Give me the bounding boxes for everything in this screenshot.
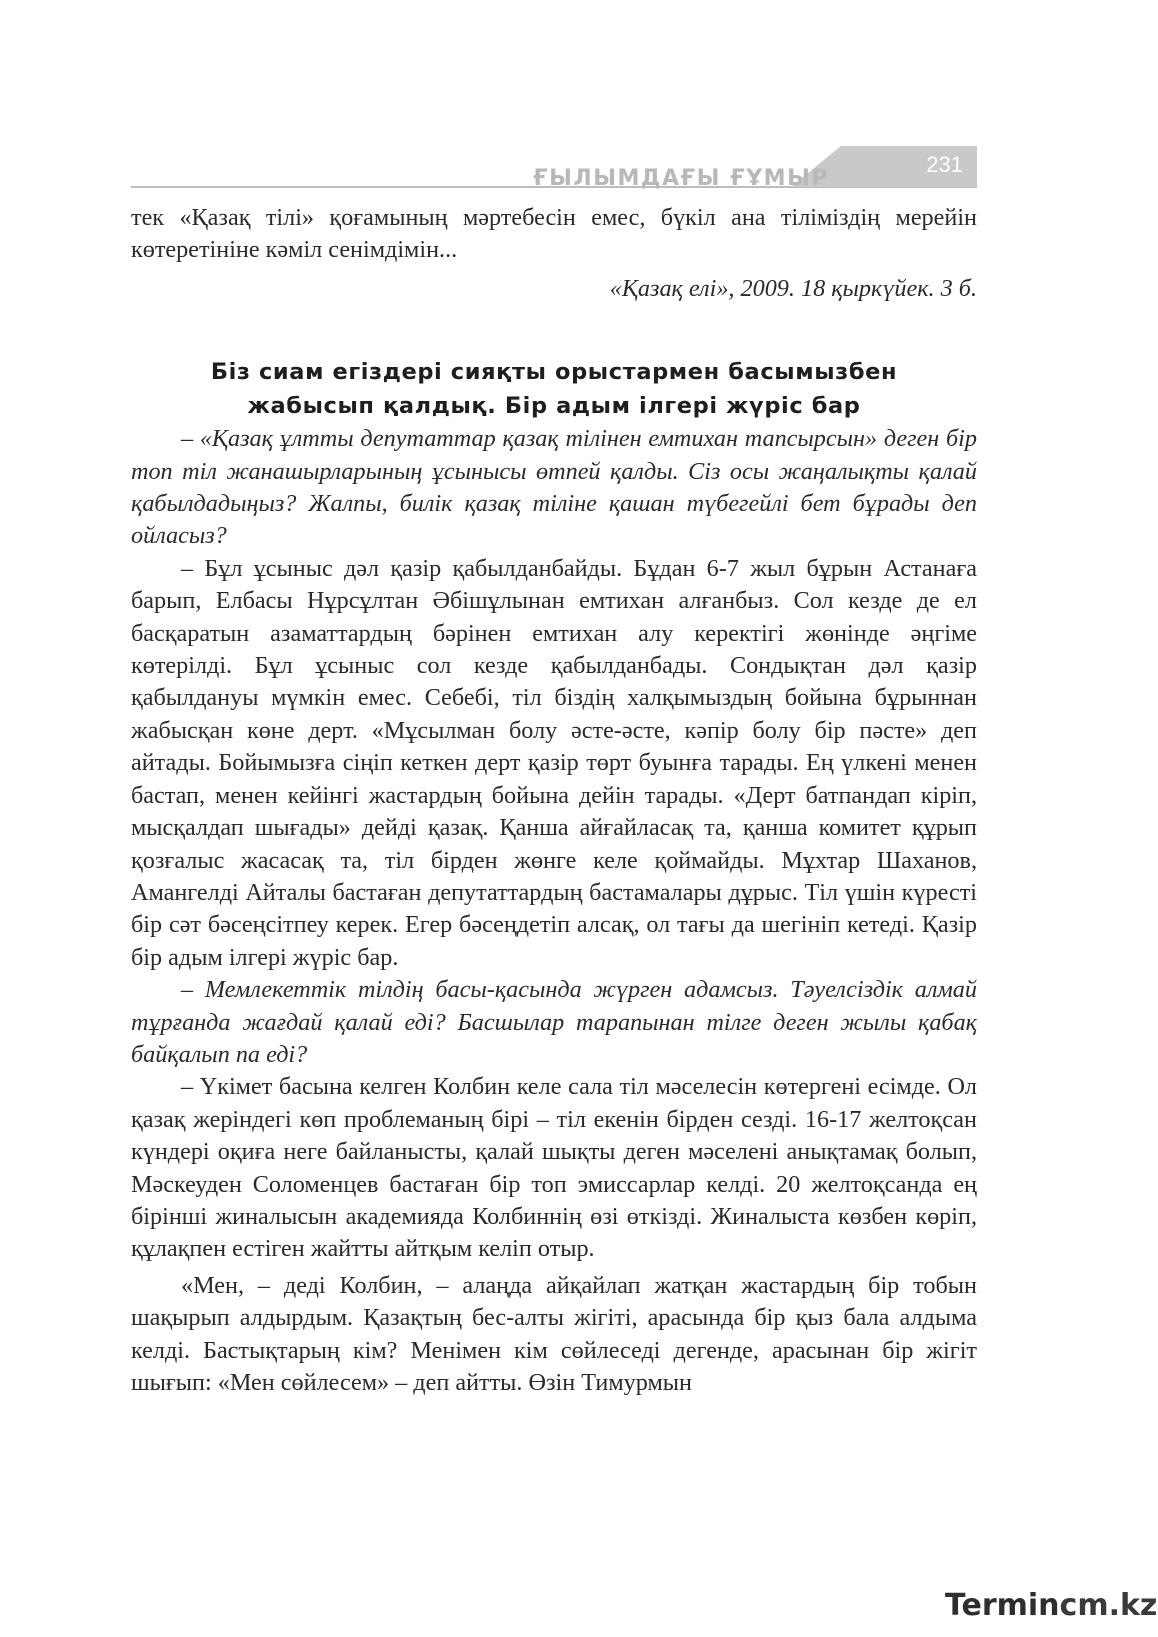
article-title-line-2: жабысып қалдық. Бір адым ілгері жүріс бар	[247, 393, 861, 420]
source-citation: «Қазақ елі», 2009. 18 қыркүйек. 3 б.	[609, 274, 977, 302]
question-paragraph: – Мемлекеттік тілдің басы-қасында жүрген адамсыз. Тәуелсіздік алмай тұрғанда жағдай қалай еді? Басшылар тарапынан тілге деген жылы қабақ байқалып па еді?	[131, 976, 977, 1068]
article-title-line-1: Біз сиам егіздері сияқты орыстармен басымызбен	[210, 359, 898, 386]
page-body	[131, 202, 977, 1399]
question-paragraph: – «Қазақ ұлтты депутаттар қазақ тілінен емтихан тапсырсын» деген бір топ тіл жанашырларының ұсынысы өтпей қалды. Сіз осы жаңалықты қалай қабылдадыңыз? Жалпы, билік қазақ тіліне қашан түбегейлі бет бұрады деп ойласыз?	[131, 425, 977, 550]
article-title	[131, 355, 977, 423]
answer-paragraph: – Үкімет басына келген Колбин келе сала тіл мәселесін көтергені есімде. Ол қазақ жеріндегі көп проблеманың бірі – тіл екенін бірден сезді. 16-17 желтоқсан күндері оқиға неге байланысты, қалай шықты деген мәселені анықтамақ болып, Мәскеуден Соломенцев бастаған бір топ эмиссарлар келді. 20 желтоқсанда ең бірінші жиналысын академияда Колбиннің өзі өткізді. Жиналыста көзбен көріп, құлақпен естіген жайтты айтқым келіп отыр.	[131, 1073, 977, 1263]
answer-paragraph: – Бұл ұсыныс дәл қазір қабылданбайды. Бұдан 6-7 жыл бұрын Астанаға барып, Елбасы Нұрсұлтан Әбішұлынан емтихан алғанбыз. Сол кезде де ел басқаратын азаматтардың бәрінен емтихан алу керектігі жөнінде әңгіме көтерілді. Бұл ұсыныс сол кезде қабылданбады. Сондықтан дәл қазір қабылдануы мүмкін емес. Себебі, тіл біздің халқымыздың бойына бұрыннан жабысқан көне дерт. «Мұсылман болу əсте-əсте, кәпір болу бір пәсте» деп айтады. Бойымызға сіңіп кеткен дерт қазір төрт буынға тарады. Ең үлкені менен бастап, менен кейінгі жастардың бойына дейін тарады. «Дерт батпандап кіріп, мысқалдап шығады» дейді қазақ. Қанша айғайласақ та, қанша комитет құрып қозғалыс жасасақ та, тіл бірден жөнге келе қоймайды. Мұхтар Шаханов, Амангелді Айталы бастаған депутаттардың бастамалары дұрыс. Тіл үшін күресті бір сәт бәсеңсітпеу керек. Егер бәсеңдетіп алсақ, ол тағы да шегініп кетеді. Қазір бір адым ілгері жүріс бар.	[131, 554, 977, 971]
running-header	[131, 146, 977, 196]
section-title: ҒЫЛЫМДАҒЫ ҒҰМЫР	[533, 166, 829, 191]
page-number: 231	[926, 152, 963, 177]
site-watermark: Termincm.kz	[945, 1588, 1158, 1623]
intro-paragraph: тек «Қазақ тілі» қоғамының мәртебесін емес, бүкіл ана тіліміздің мерейін көтеретініне кәміл сенімдімін...	[131, 204, 977, 264]
quote-paragraph: «Мен, – деді Колбин, – алаңда айқайлап жатқан жастардың бір тобын шақырып алдырдым. Қазақтың бес-алты жігіті, арасында бір қыз бала алдыма келді. Бастықтарың кім? Менімен кім сөйлеседі дегенде, арасынан бір жігіт шығып: «Мен сөйлесем» – деп айтты. Өзін Тимурмын	[131, 1271, 977, 1396]
